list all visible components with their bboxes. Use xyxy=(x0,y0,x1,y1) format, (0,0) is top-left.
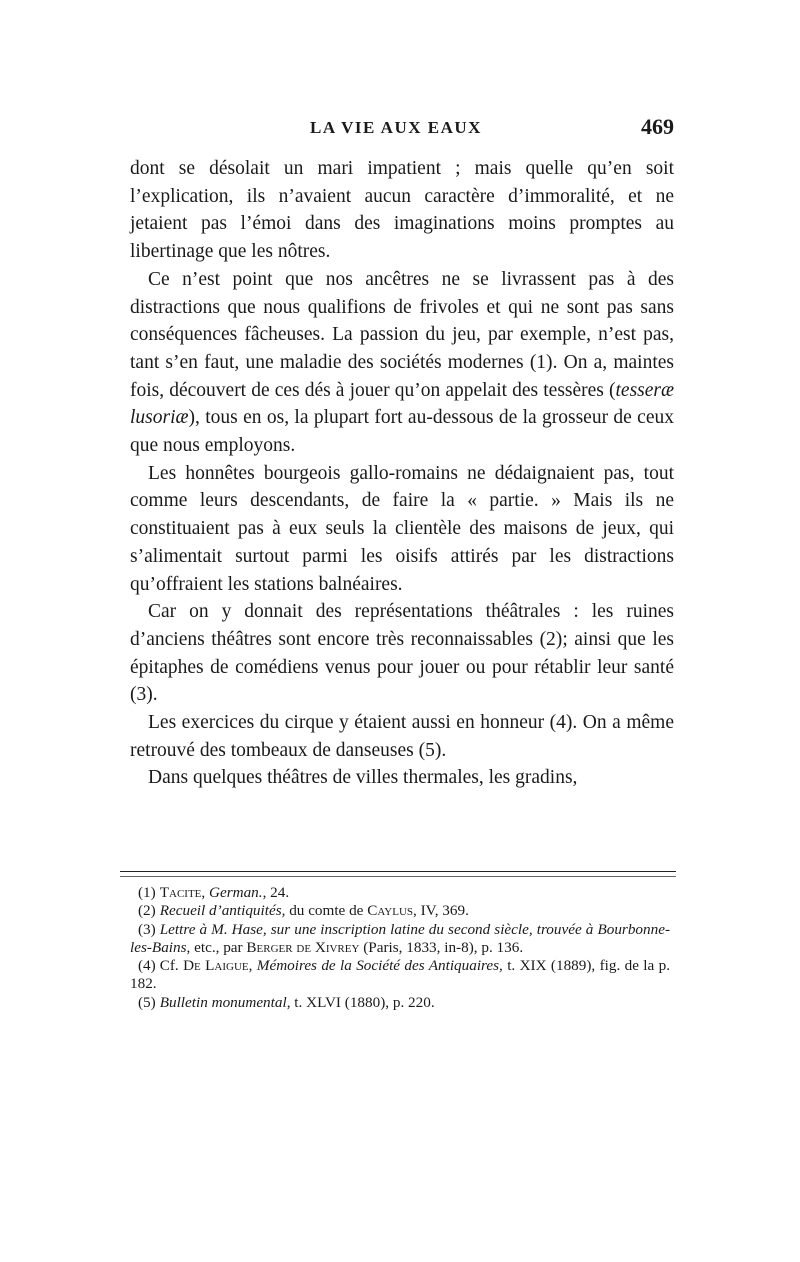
paragraph-2-text-a: Ce n’est point que nos ancêtres ne se livrassent pas à des distractions que nous qualifions de frivoles et qui ne sont pas sans conséquences fâcheuses. La passion du jeu, par exemple, n’est pas, tant s’en faut, une maladie des sociétés modernes xyxy=(130,268,674,373)
footnote-5 xyxy=(130,994,670,1012)
paragraph-2-text-c: ), tous en os, la plupart fort au-dessous de la grosseur de ceux que nous employons. xyxy=(130,407,674,457)
footnote-number: (5) xyxy=(138,993,156,1011)
footnote-ref-4[interactable]: (4) xyxy=(549,712,573,734)
footnote-author: Tacite xyxy=(159,884,202,901)
footnote-author: De Laigue xyxy=(183,957,249,975)
footnote-title: German. xyxy=(208,884,263,901)
footnote-rest: , 24. xyxy=(262,884,290,901)
page-header xyxy=(130,114,678,146)
paragraph-1: dont se désolait un mari impatient ; mais quelle qu’en soit l’explication, ils n’avaient aucun caractère d’immoralité, et ne jetaient pas l’émoi dans des imaginations moins promptes au libertinage que les nôtres. xyxy=(130,158,674,263)
footnote-number: (4) xyxy=(138,957,156,975)
paragraph-3: Les honnêtes bourgeois gallo-romains ne dédaignaient pas, tout comme leurs descendants, de faire la « partie. » Mais ils ne constituaient pas à eux seuls la clientèle des maisons de jeux, qui s’alimentait surtout parmi les oisifs attirés par les distractions qu’offraient les stations balnéaires. xyxy=(130,462,674,595)
footnote-mid: , du comte de xyxy=(281,902,368,920)
paragraph-2 xyxy=(130,266,674,460)
paragraph-6: Dans quelques théâtres de villes thermales, les gradins, xyxy=(148,767,578,789)
paragraph-4-text-b: ; ainsi que les épitaphes de comédiens venus pour jouer ou pour rétablir leur santé xyxy=(130,628,674,678)
footnotes xyxy=(130,884,670,1012)
footnote-pre: Cf. xyxy=(159,957,184,975)
footnote-separator-thin xyxy=(120,876,676,877)
page-number: 469 xyxy=(641,114,674,139)
footnote-number: (3) xyxy=(138,920,156,938)
footnote-title: Lettre à M. Hase, sur une inscription latine du second siècle, trouvée à Bourbonne-les-Bains xyxy=(130,920,670,956)
footnote-2 xyxy=(130,902,670,920)
footnote-4: (4) Cf. De Laigue, Mémoires de la Société des Antiquaires, t. XIX (1889), fig. de la p. 182. xyxy=(130,957,671,993)
paragraph-5-text-b: . On a même retrouvé des tombeaux de danseuses xyxy=(130,712,674,761)
running-title: LA VIE AUX EAUX xyxy=(310,118,482,137)
footnote-rest: , t. XLVI (1880), p. 220. xyxy=(286,993,435,1011)
paragraph-4-text-c: . xyxy=(152,684,158,706)
footnote-1: (1) Tacite, German., 24. xyxy=(138,884,290,901)
footnote-author: Berger de Xivrey xyxy=(246,938,360,956)
paragraph-5-text-a: Les exercices du cirque y étaient aussi en honneur xyxy=(148,712,550,734)
latin-term: tesseræ lusoriæ xyxy=(130,379,674,429)
body-text xyxy=(130,155,674,792)
footnote-ref-3[interactable]: (3) xyxy=(130,684,153,706)
paragraph-4 xyxy=(130,598,674,709)
footnote-mid: , etc., par xyxy=(186,938,247,956)
paragraph-5 xyxy=(130,709,674,764)
paragraph-4-text-a: Car on y donnait des représentations théâtrales : les ruines d’anciens théâtres sont encore très reconnaissables xyxy=(130,601,674,650)
footnote-ref-2[interactable]: (2) xyxy=(539,628,563,650)
footnote-rest: , IV, 369. xyxy=(413,902,469,920)
paragraph-5-text-c: . xyxy=(441,739,447,761)
footnote-number: (1) xyxy=(138,884,156,901)
footnote-title: Bulletin monumental xyxy=(159,993,287,1011)
footnote-rest: , t. XIX (1889), fig. de la p. 182. xyxy=(130,957,671,993)
paragraph-2-text-b: . On a, maintes fois, découvert de ces dés à jouer qu’on appelait des tessères ( xyxy=(130,351,675,401)
footnote-title: Mémoires de la Société des Antiquaires xyxy=(256,957,500,975)
footnote-ref-1[interactable]: (1) xyxy=(529,351,553,373)
footnote-author: Caylus xyxy=(367,902,414,920)
footnote-ref-5[interactable]: (5) xyxy=(418,739,442,761)
footnote-rest: (Paris, 1833, in-8), p. 136. xyxy=(359,938,524,956)
footnote-number: (2) xyxy=(138,902,156,920)
footnote-title: Recueil d’antiquités xyxy=(159,902,282,920)
footnote-3 xyxy=(130,921,670,958)
footnote-separator xyxy=(120,871,676,872)
